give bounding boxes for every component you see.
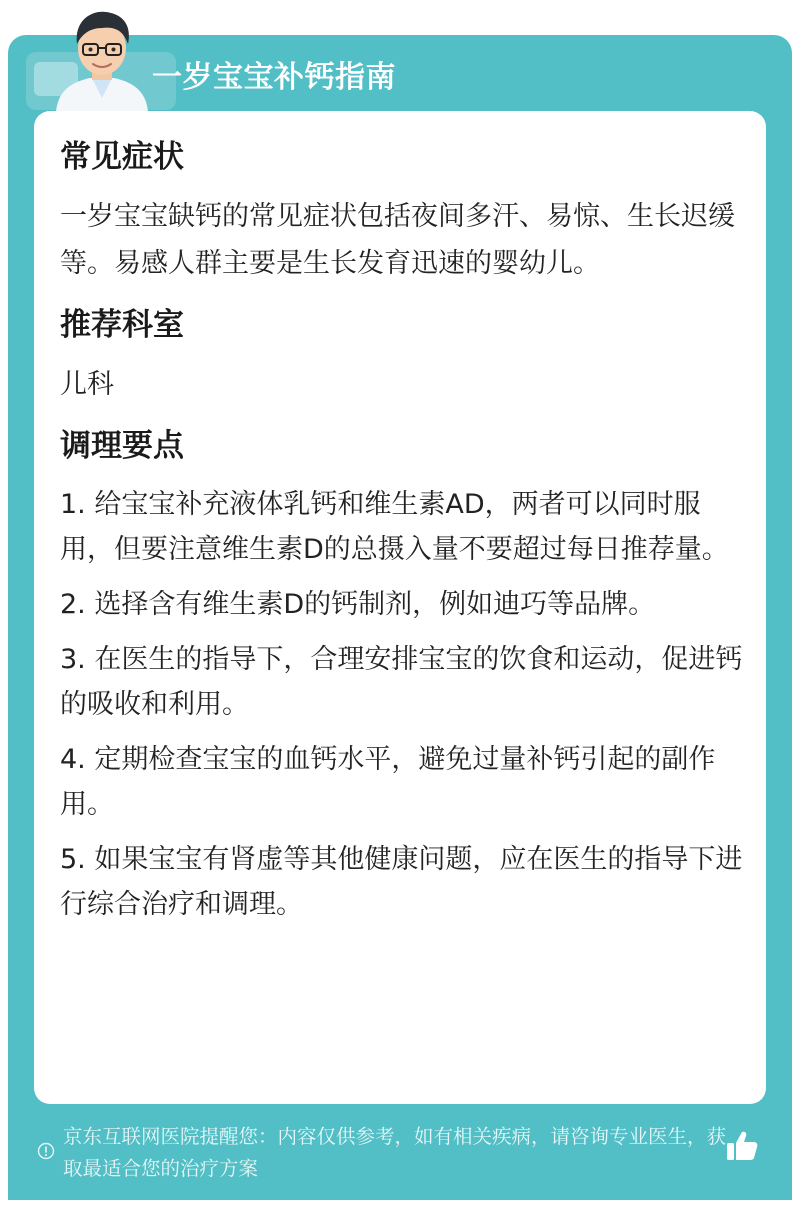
list-item: 4. 定期检查宝宝的血钙水平，避免过量补钙引起的副作用。 [60, 744, 716, 820]
card-content [60, 133, 744, 937]
list-item: 2. 选择含有维生素D的钙制剂，例如迪巧等品牌。 [60, 589, 656, 620]
page-title: 一岁宝宝补钙指南 [152, 60, 396, 95]
department-text: 儿科 [60, 369, 114, 400]
list-item: 1. 给宝宝补充液体乳钙和维生素AD，两者可以同时服用，但要注意维生素D的总摄入量不要超过每日推荐量。 [60, 489, 729, 565]
symptoms-text: 一岁宝宝缺钙的常见症状包括夜间多汗、易惊、生长迟缓等。易感人群主要是生长发育迅速的婴幼儿。 [60, 201, 735, 279]
list-item: 5. 如果宝宝有肾虚等其他健康问题，应在医生的指导下进行综合治疗和调理。 [60, 844, 743, 920]
content-card [34, 111, 766, 1104]
info-icon [37, 1142, 55, 1160]
list-item: 3. 在医生的指导下，合理安排宝宝的饮食和运动，促进钙的吸收和利用。 [60, 644, 743, 720]
doctor-avatar-icon [52, 6, 152, 112]
section-title-symptoms: 常见症状 [60, 139, 184, 175]
thumbs-up-icon[interactable] [724, 1128, 760, 1164]
section-title-care-points: 调理要点 [60, 428, 184, 464]
disclaimer-text: 京东互联网医院提醒您：内容仅供参考，如有相关疾病，请咨询专业医生，获取最适合您的治疗方案 [63, 1125, 727, 1180]
section-title-department: 推荐科室 [60, 307, 184, 343]
